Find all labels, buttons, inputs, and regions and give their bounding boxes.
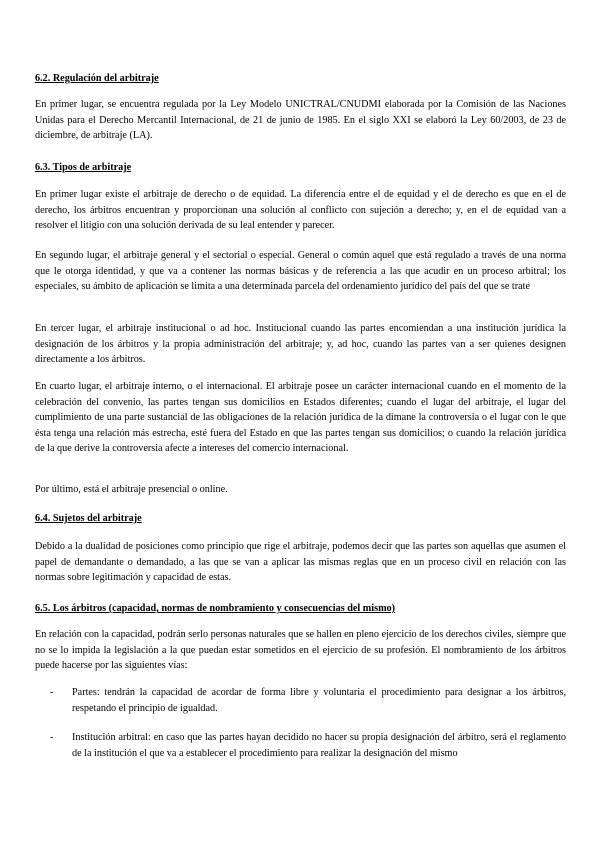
paragraph-tipos-2: En segundo lugar, el arbitraje general y el sectorial o especial. General o común aquel que está regulado a través de una norma que le otorga identidad, y que va a contener las normas básicas y de referencia a las que acudir en un proceso arbitral; los especiales, su ámbito de aplicación se limita a una determinada parcela del ordenamiento jurídico del país del que se trate <box>35 250 566 293</box>
paragraph-tipos-5: Por último, está el arbitraje presencial o online. <box>35 484 228 495</box>
list-dash: - <box>50 732 54 743</box>
section-heading-6-3: 6.3. Tipos de arbitraje <box>35 162 132 173</box>
section-heading-6-2: 6.2. Regulación del arbitraje <box>35 73 159 84</box>
paragraph-arbitros: En relación con la capacidad, podrán serlo personas naturales que se hallen en pleno ejercicio de los derechos civiles, siempre que no se lo impida la legislación a la que puedan estar sometidos en el ejercicio de su profesión. El nombramiento de los árbitros puede hacerse por las siguientes vías: <box>35 629 566 672</box>
paragraph-tipos-1: En primer lugar existe el arbitraje de derecho o de equidad. La diferencia entre el de equidad y el de derecho es que en el de derecho, los árbitros encuentran y proporcionan una solución al conflicto con sujeción a derecho; y, en el de equidad van a resolver el litigio con una solución derivada de su leal entender y parecer. <box>35 189 566 232</box>
list-dash: - <box>50 687 54 698</box>
paragraph-regulacion: En primer lugar, se encuentra regulada por la Ley Modelo UNICTRAL/CNUDMI elaborada por la Comisión de las Naciones Unidas para el Derecho Mercantil Internacional, de 21 de junio de 1985. En el siglo XXI se elaboró la Ley 60/2003, de 23 de diciembre, de arbitraje (LA). <box>35 99 566 142</box>
list-item-partes <box>50 685 566 716</box>
section-heading-6-5: 6.5. Los árbitros (capacidad, normas de nombramiento y consecuencias del mismo) <box>35 603 396 614</box>
list-item-institucion <box>50 730 566 761</box>
list-item-text: Partes: tendrán la capacidad de acordar de forma libre y voluntaria el procedimiento para designar a los árbitros, respetando el principio de igualdad. <box>72 687 566 714</box>
paragraph-tipos-3: En tercer lugar, el arbitraje institucional o ad hoc. Institucional cuando las partes encomiendan a una institución jurídica la designación de los árbitros y la propia administración del arbitraje; y, ad hoc, cuando las partes van a ser quienes designen directamente a los árbitros. <box>35 323 566 366</box>
section-heading-6-4: 6.4. Sujetos del arbitraje <box>35 513 142 524</box>
paragraph-sujetos: Debido a la dualidad de posiciones como principio que rige el arbitraje, podemos decir que las partes son aquellas que asumen el papel de demandante o demandado, a las que se van a aplicar las mismas reglas que en un proceso civil en relación con las normas sobre legitimación y capacidad de estas. <box>35 541 566 584</box>
paragraph-tipos-4: En cuarto lugar, el arbitraje interno, o el internacional. El arbitraje posee un carácter internacional cuando en el momento de la celebración del convenio, las partes tengan sus domicilios en Estados diferentes; cuando el lugar del arbitraje, el lugar del cumplimiento de una parte sustancial de las obligaciones de la relación jurídica de la dimane la controversia o el lugar con le que ésta tenga una relación más estrecha, esté fuera del Estado en que las partes tengan sus domicilios; o cuando la relación jurídica de la que derive la controversia afecte a intereses del comercio internacional. <box>35 381 566 455</box>
list-item-text: Institución arbitral: en caso que las partes hayan decidido no hacer su propia designación del árbitro, será el reglamento de la institución el que va a establecer el procedimiento para realizar la designación del mismo <box>72 732 566 759</box>
